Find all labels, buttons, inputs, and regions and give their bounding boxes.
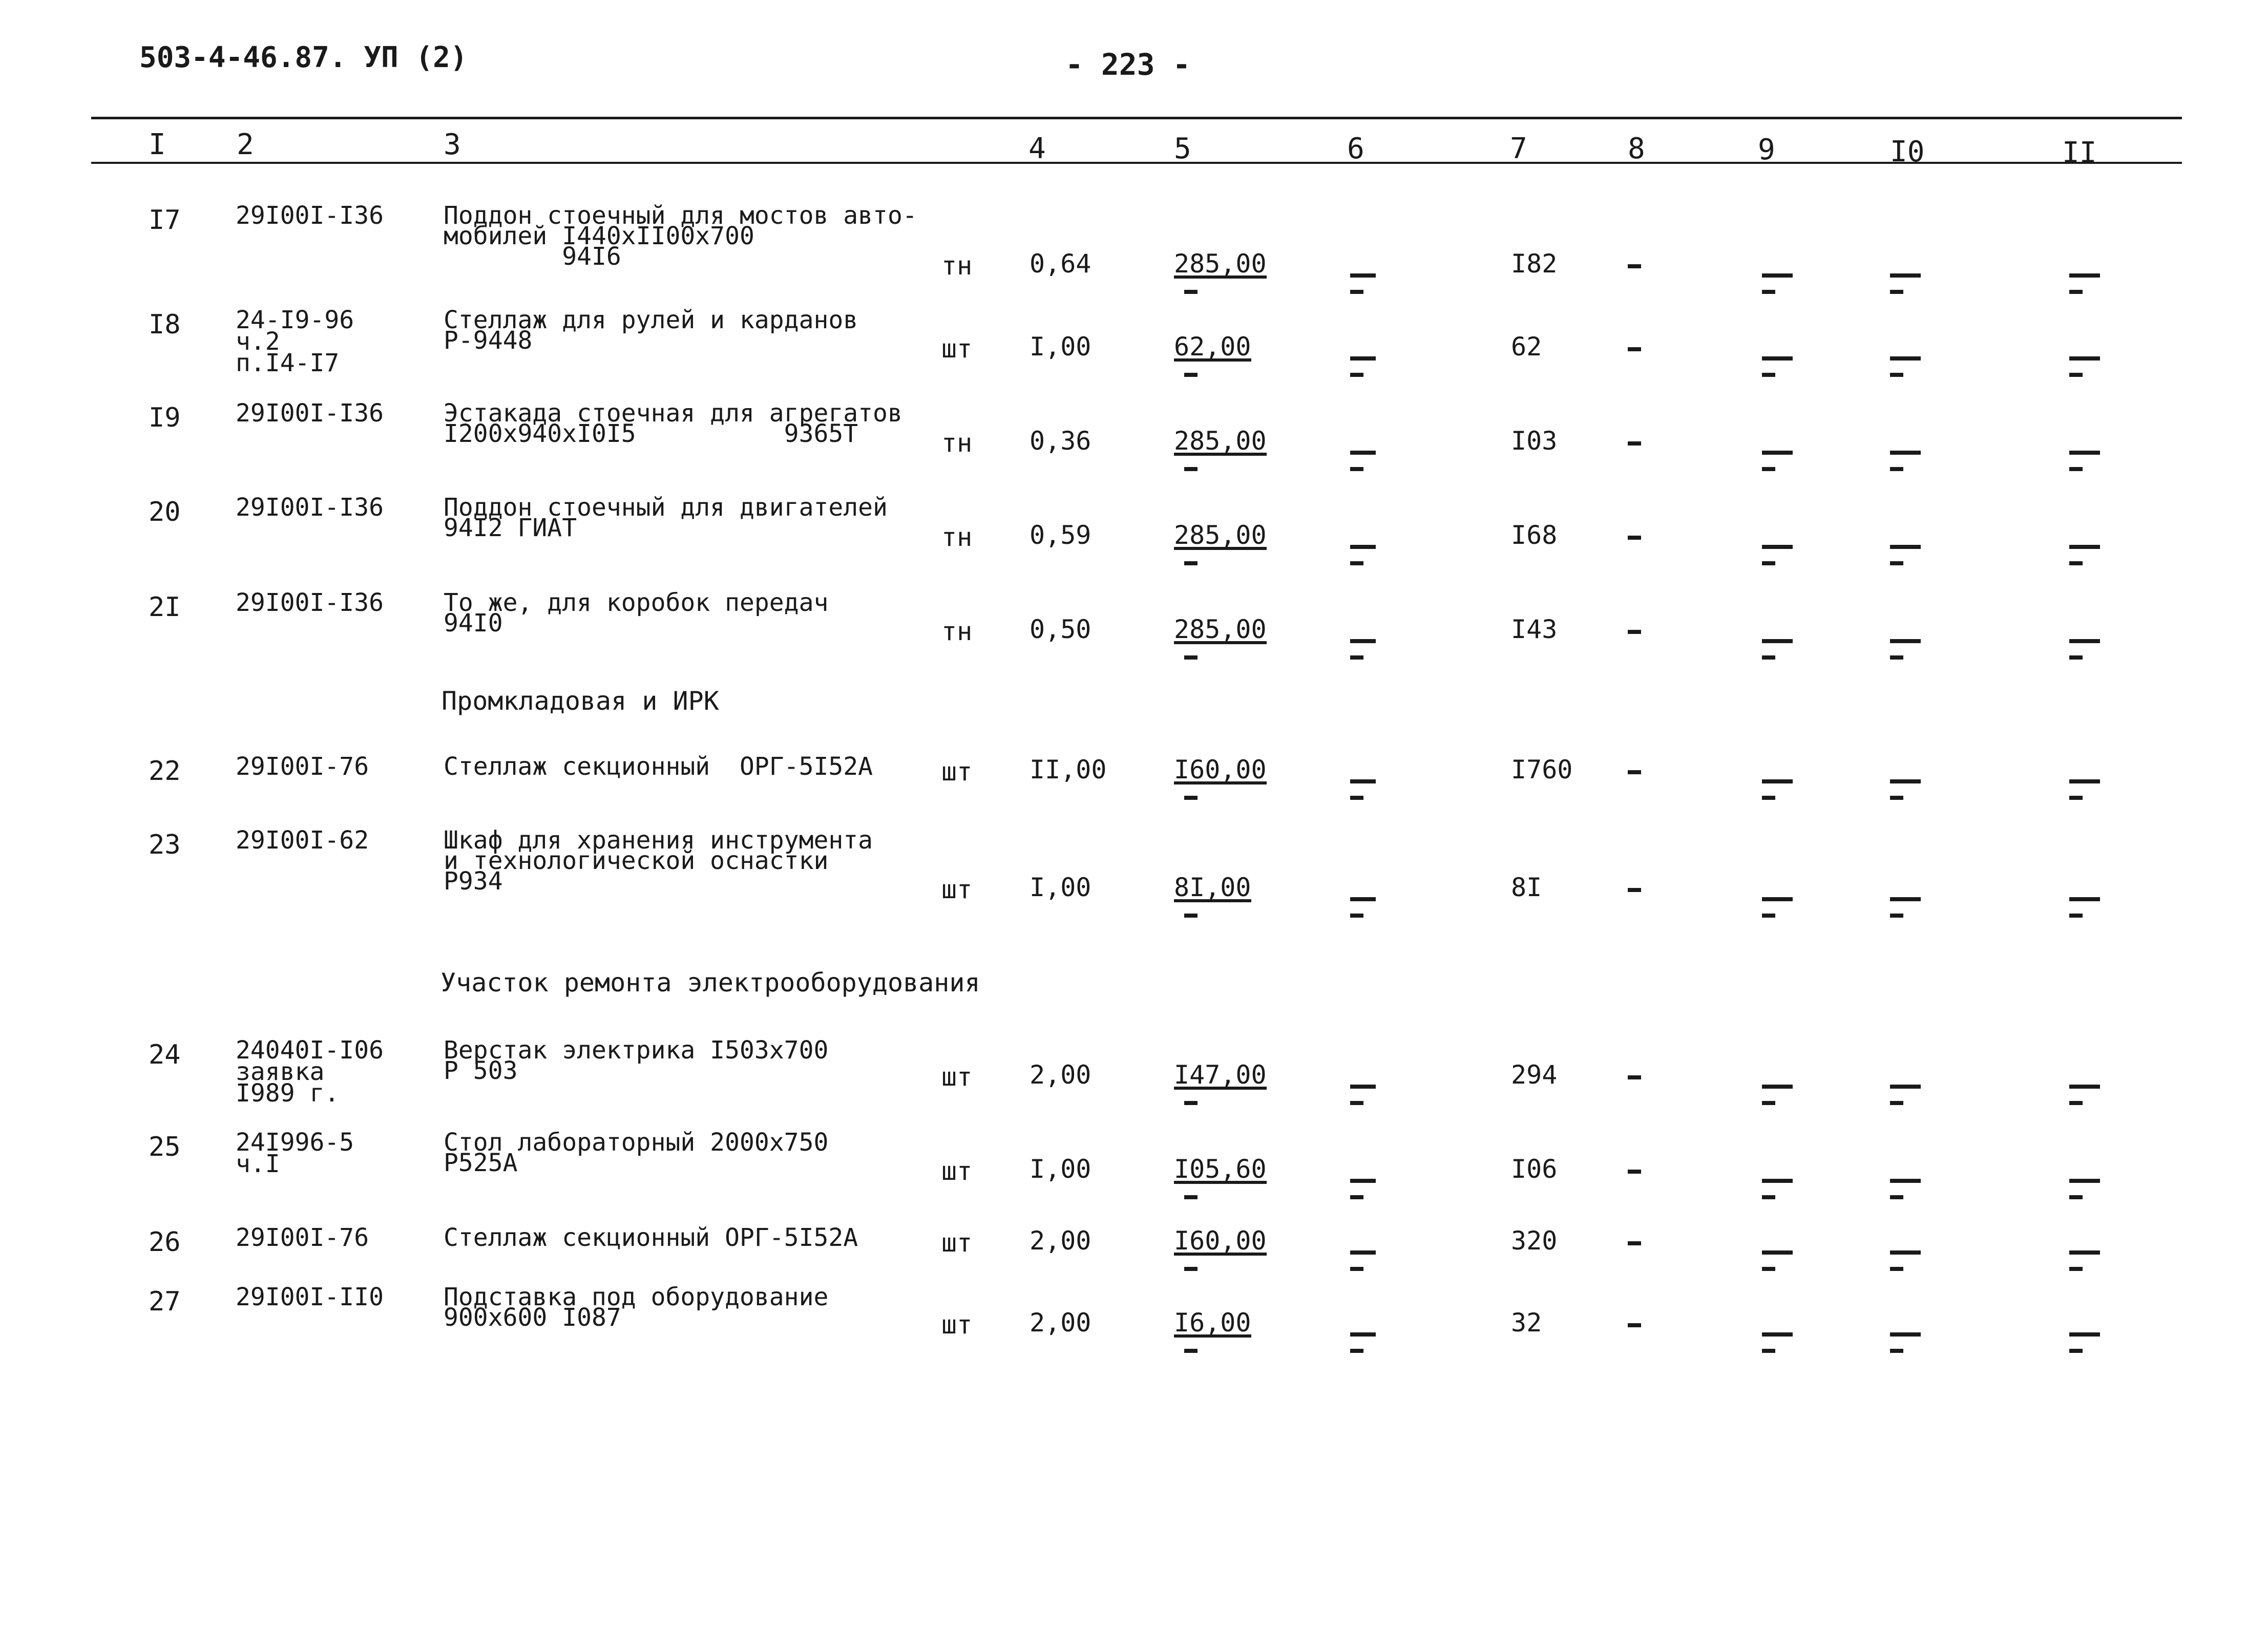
section-heading: Промкладовая и ИРК <box>442 686 719 716</box>
col-header: 2 <box>237 128 254 161</box>
unit-price: 62,00 <box>1174 332 1251 362</box>
col-header: 6 <box>1347 132 1364 165</box>
item-description: Р525А <box>444 1149 518 1177</box>
catalog-code: ч.I <box>236 1150 280 1178</box>
empty-dash <box>2069 639 2100 643</box>
total-cost: 62 <box>1511 332 1542 362</box>
empty-dash <box>1762 914 1775 918</box>
unit-price: I60,00 <box>1174 1226 1267 1256</box>
empty-dash <box>1762 655 1775 660</box>
empty-dash <box>1350 796 1363 800</box>
empty-dash <box>2069 356 2100 360</box>
empty-dash <box>1890 1101 1903 1105</box>
catalog-code: п.I4-I7 <box>236 349 340 377</box>
empty-dash <box>1350 1195 1363 1199</box>
empty-dash <box>1184 1267 1198 1271</box>
empty-dash <box>2069 1195 2083 1199</box>
empty-dash <box>1890 779 1921 783</box>
empty-dash <box>1762 467 1775 471</box>
empty-dash <box>1762 897 1793 901</box>
table-top-rule <box>91 117 2182 119</box>
unit-price: I05,60 <box>1174 1154 1267 1184</box>
catalog-code: 29I00I-I36 <box>236 588 384 617</box>
total-cost: 8I <box>1511 873 1542 902</box>
catalog-code: 24-I9-96 <box>236 306 354 334</box>
unit-price: 8I,00 <box>1174 873 1251 902</box>
unit-price: I6,00 <box>1174 1308 1251 1338</box>
quantity: 0,64 <box>1030 249 1091 279</box>
row-number: I9 <box>149 402 181 433</box>
empty-dash <box>1628 1170 1641 1174</box>
unit-price: I47,00 <box>1174 1060 1267 1090</box>
empty-dash <box>1890 290 1903 294</box>
catalog-code: 29I00I-62 <box>236 826 369 855</box>
empty-dash <box>1628 441 1641 446</box>
empty-dash <box>2069 1250 2100 1255</box>
empty-dash <box>1350 1250 1376 1255</box>
empty-dash <box>1890 897 1921 901</box>
empty-dash <box>1762 356 1793 360</box>
empty-dash <box>1628 264 1641 268</box>
total-cost: I760 <box>1511 755 1573 784</box>
empty-dash <box>1762 1349 1775 1353</box>
unit: тн <box>941 428 973 458</box>
item-description: и технологической оснастки <box>444 846 829 875</box>
empty-dash <box>2069 796 2083 800</box>
section-heading: Участок ремонта электрооборудования <box>440 968 980 998</box>
empty-dash <box>1628 536 1641 540</box>
empty-dash <box>2069 273 2100 278</box>
empty-dash <box>2069 914 2083 918</box>
catalog-code: 29I00I-I36 <box>236 399 384 428</box>
empty-dash <box>1350 1332 1376 1337</box>
item-description: Стол лабораторный 2000x750 <box>444 1128 829 1157</box>
unit: шт <box>941 334 973 364</box>
empty-dash <box>1350 639 1376 643</box>
empty-dash <box>1628 1075 1641 1079</box>
col-header: 3 <box>444 128 461 161</box>
item-description: 94I0 <box>444 609 503 638</box>
item-description: Р-9448 <box>444 326 533 355</box>
empty-dash <box>1762 290 1775 294</box>
item-description: Поддон стоечный для мостов авто- <box>444 201 917 230</box>
empty-dash <box>1184 561 1198 565</box>
quantity: 2,00 <box>1030 1308 1091 1338</box>
empty-dash <box>1184 1349 1198 1353</box>
item-description: Стеллаж секционный ОРГ-5I52А <box>444 1223 858 1252</box>
empty-dash <box>2069 1101 2083 1105</box>
unit: шт <box>941 1228 973 1258</box>
empty-dash <box>1184 1195 1198 1199</box>
empty-dash <box>1762 1267 1775 1271</box>
empty-dash <box>2069 290 2083 294</box>
empty-dash <box>2069 779 2100 783</box>
item-description: Р934 <box>444 867 503 896</box>
empty-dash <box>2069 545 2100 549</box>
empty-dash <box>1762 545 1793 549</box>
empty-dash <box>1890 273 1921 278</box>
empty-dash <box>1350 290 1363 294</box>
item-description: Стеллаж для рулей и карданов <box>444 306 858 334</box>
empty-dash <box>1184 373 1198 377</box>
empty-dash <box>2069 1349 2083 1353</box>
quantity: 0,36 <box>1030 426 1091 456</box>
empty-dash <box>1890 545 1921 549</box>
empty-dash <box>1184 914 1198 918</box>
total-cost: I43 <box>1511 614 1558 644</box>
col-header: 5 <box>1174 132 1191 165</box>
empty-dash <box>1628 770 1641 774</box>
catalog-code: заявка <box>236 1057 325 1086</box>
empty-dash <box>1762 796 1775 800</box>
unit: тн <box>941 522 973 552</box>
quantity: I,00 <box>1030 332 1091 362</box>
empty-dash <box>1762 1195 1775 1199</box>
unit: тн <box>941 251 973 281</box>
total-cost: I06 <box>1511 1154 1558 1184</box>
col-header: 9 <box>1758 133 1775 166</box>
col-header: II <box>2062 136 2097 169</box>
empty-dash <box>1762 639 1793 643</box>
empty-dash <box>1762 779 1793 783</box>
col-header: I <box>149 128 166 161</box>
empty-dash <box>1890 467 1903 471</box>
quantity: I,00 <box>1030 873 1091 902</box>
item-description: I200x940xI0I5 9365Т <box>444 419 858 448</box>
quantity: 0,59 <box>1030 520 1091 550</box>
unit: шт <box>941 1310 973 1340</box>
empty-dash <box>1184 1101 1198 1105</box>
catalog-code: ч.2 <box>236 327 280 356</box>
unit: шт <box>941 757 973 787</box>
item-description: 94I2 ГИАТ <box>444 514 577 542</box>
empty-dash <box>1890 1349 1903 1353</box>
item-description: Поддон стоечный для двигателей <box>444 493 888 522</box>
empty-dash <box>1184 796 1198 800</box>
row-number: 27 <box>149 1286 181 1317</box>
unit: шт <box>941 875 973 904</box>
unit: шт <box>941 1156 973 1186</box>
empty-dash <box>1890 373 1903 377</box>
unit-price: 285,00 <box>1174 249 1267 279</box>
empty-dash <box>1184 655 1198 660</box>
empty-dash <box>1350 1101 1363 1105</box>
empty-dash <box>1890 655 1903 660</box>
catalog-code: 29I00I-I36 <box>236 201 384 230</box>
empty-dash <box>2069 373 2083 377</box>
item-description: Стеллаж секционный ОРГ-5I52А <box>444 752 873 781</box>
row-number: 22 <box>149 756 181 787</box>
empty-dash <box>1350 1179 1376 1183</box>
item-description: То же, для коробок передач <box>444 588 829 617</box>
catalog-code: I989 г. <box>236 1079 340 1108</box>
empty-dash <box>1350 467 1363 471</box>
empty-dash <box>1184 467 1198 471</box>
empty-dash <box>1762 1101 1775 1105</box>
total-cost: I82 <box>1511 249 1558 279</box>
empty-dash <box>1628 1241 1641 1245</box>
row-number: 25 <box>149 1132 181 1162</box>
empty-dash <box>1350 1349 1363 1353</box>
empty-dash <box>2069 1179 2100 1183</box>
catalog-code: 29I00I-I36 <box>236 493 384 522</box>
empty-dash <box>1762 1332 1793 1337</box>
item-description: 94I6 <box>444 242 621 271</box>
item-description: Подставка под оборудование <box>444 1283 829 1311</box>
col-header: I0 <box>1890 135 1925 168</box>
empty-dash <box>2069 1085 2100 1089</box>
item-description: Шкаф для хранения инструмента <box>444 826 873 855</box>
empty-dash <box>1350 655 1363 660</box>
empty-dash <box>1890 914 1903 918</box>
quantity: II,00 <box>1030 755 1107 784</box>
quantity: 2,00 <box>1030 1226 1091 1256</box>
empty-dash <box>1350 273 1376 278</box>
empty-dash <box>2069 451 2100 455</box>
empty-dash <box>1628 630 1641 634</box>
catalog-code: 29I00I-76 <box>236 752 369 781</box>
item-description: 900x600 I087 <box>444 1303 621 1332</box>
item-description: Р 503 <box>444 1056 518 1085</box>
empty-dash <box>2069 1332 2100 1337</box>
quantity: 0,50 <box>1030 614 1091 644</box>
empty-dash <box>1762 1085 1793 1089</box>
header-bottom-rule <box>91 162 2182 164</box>
empty-dash <box>1890 451 1921 455</box>
empty-dash <box>1890 356 1921 360</box>
empty-dash <box>2069 897 2100 901</box>
empty-dash <box>2069 1267 2083 1271</box>
empty-dash <box>1350 451 1376 455</box>
empty-dash <box>1350 1085 1376 1089</box>
quantity: 2,00 <box>1030 1060 1091 1090</box>
col-header: 7 <box>1510 132 1527 165</box>
total-cost: 294 <box>1511 1060 1558 1090</box>
quantity: I,00 <box>1030 1154 1091 1184</box>
empty-dash <box>1762 561 1775 565</box>
row-number: 26 <box>149 1227 181 1258</box>
empty-dash <box>1890 1085 1921 1089</box>
unit-price: I60,00 <box>1174 755 1267 784</box>
empty-dash <box>1762 451 1793 455</box>
empty-dash <box>1350 356 1376 360</box>
unit: шт <box>941 1062 973 1092</box>
empty-dash <box>1628 347 1641 351</box>
total-cost: I68 <box>1511 520 1558 550</box>
total-cost: I03 <box>1511 426 1558 456</box>
row-number: 24 <box>149 1040 181 1070</box>
empty-dash <box>1350 545 1376 549</box>
catalog-code: 29I00I-II0 <box>236 1283 384 1311</box>
row-number: 20 <box>149 497 181 527</box>
empty-dash <box>1890 1195 1903 1199</box>
item-description: мобилей I440xII00x700 <box>444 222 754 250</box>
empty-dash <box>1350 561 1363 565</box>
catalog-code: 24040I-I06 <box>236 1036 384 1065</box>
empty-dash <box>1350 779 1376 783</box>
empty-dash <box>1890 639 1921 643</box>
empty-dash <box>1350 897 1376 901</box>
row-number: I8 <box>149 309 181 340</box>
unit: тн <box>941 617 973 646</box>
empty-dash <box>1184 290 1198 294</box>
page-number: - 223 - <box>1065 47 1191 82</box>
item-description: Эстакада стоечная для агрегатов <box>444 399 902 428</box>
row-number: 2I <box>149 592 181 623</box>
empty-dash <box>1350 373 1363 377</box>
row-number: I7 <box>149 205 181 236</box>
unit-price: 285,00 <box>1174 426 1267 456</box>
empty-dash <box>2069 655 2083 660</box>
catalog-code: 29I00I-76 <box>236 1223 369 1252</box>
empty-dash <box>1890 1332 1921 1337</box>
unit-price: 285,00 <box>1174 520 1267 550</box>
item-description: Верстак электрика I503x700 <box>444 1036 829 1065</box>
col-header: 4 <box>1028 132 1046 165</box>
document-code: 503-4-46.87. УП (2) <box>139 41 468 74</box>
empty-dash <box>2069 467 2083 471</box>
empty-dash <box>1762 273 1793 278</box>
empty-dash <box>1890 1267 1903 1271</box>
empty-dash <box>1890 561 1903 565</box>
empty-dash <box>1628 1323 1641 1327</box>
empty-dash <box>1350 914 1363 918</box>
unit-price: 285,00 <box>1174 614 1267 644</box>
total-cost: 32 <box>1511 1308 1542 1338</box>
col-header: 8 <box>1628 132 1645 165</box>
empty-dash <box>1890 1250 1921 1255</box>
catalog-code: 24I996-5 <box>236 1128 354 1157</box>
empty-dash <box>1762 1179 1793 1183</box>
empty-dash <box>1890 796 1903 800</box>
total-cost: 320 <box>1511 1226 1558 1256</box>
empty-dash <box>1350 1267 1363 1271</box>
empty-dash <box>2069 561 2083 565</box>
row-number: 23 <box>149 830 181 860</box>
empty-dash <box>1762 1250 1793 1255</box>
empty-dash <box>1762 373 1775 377</box>
empty-dash <box>1890 1179 1921 1183</box>
empty-dash <box>1628 888 1641 892</box>
